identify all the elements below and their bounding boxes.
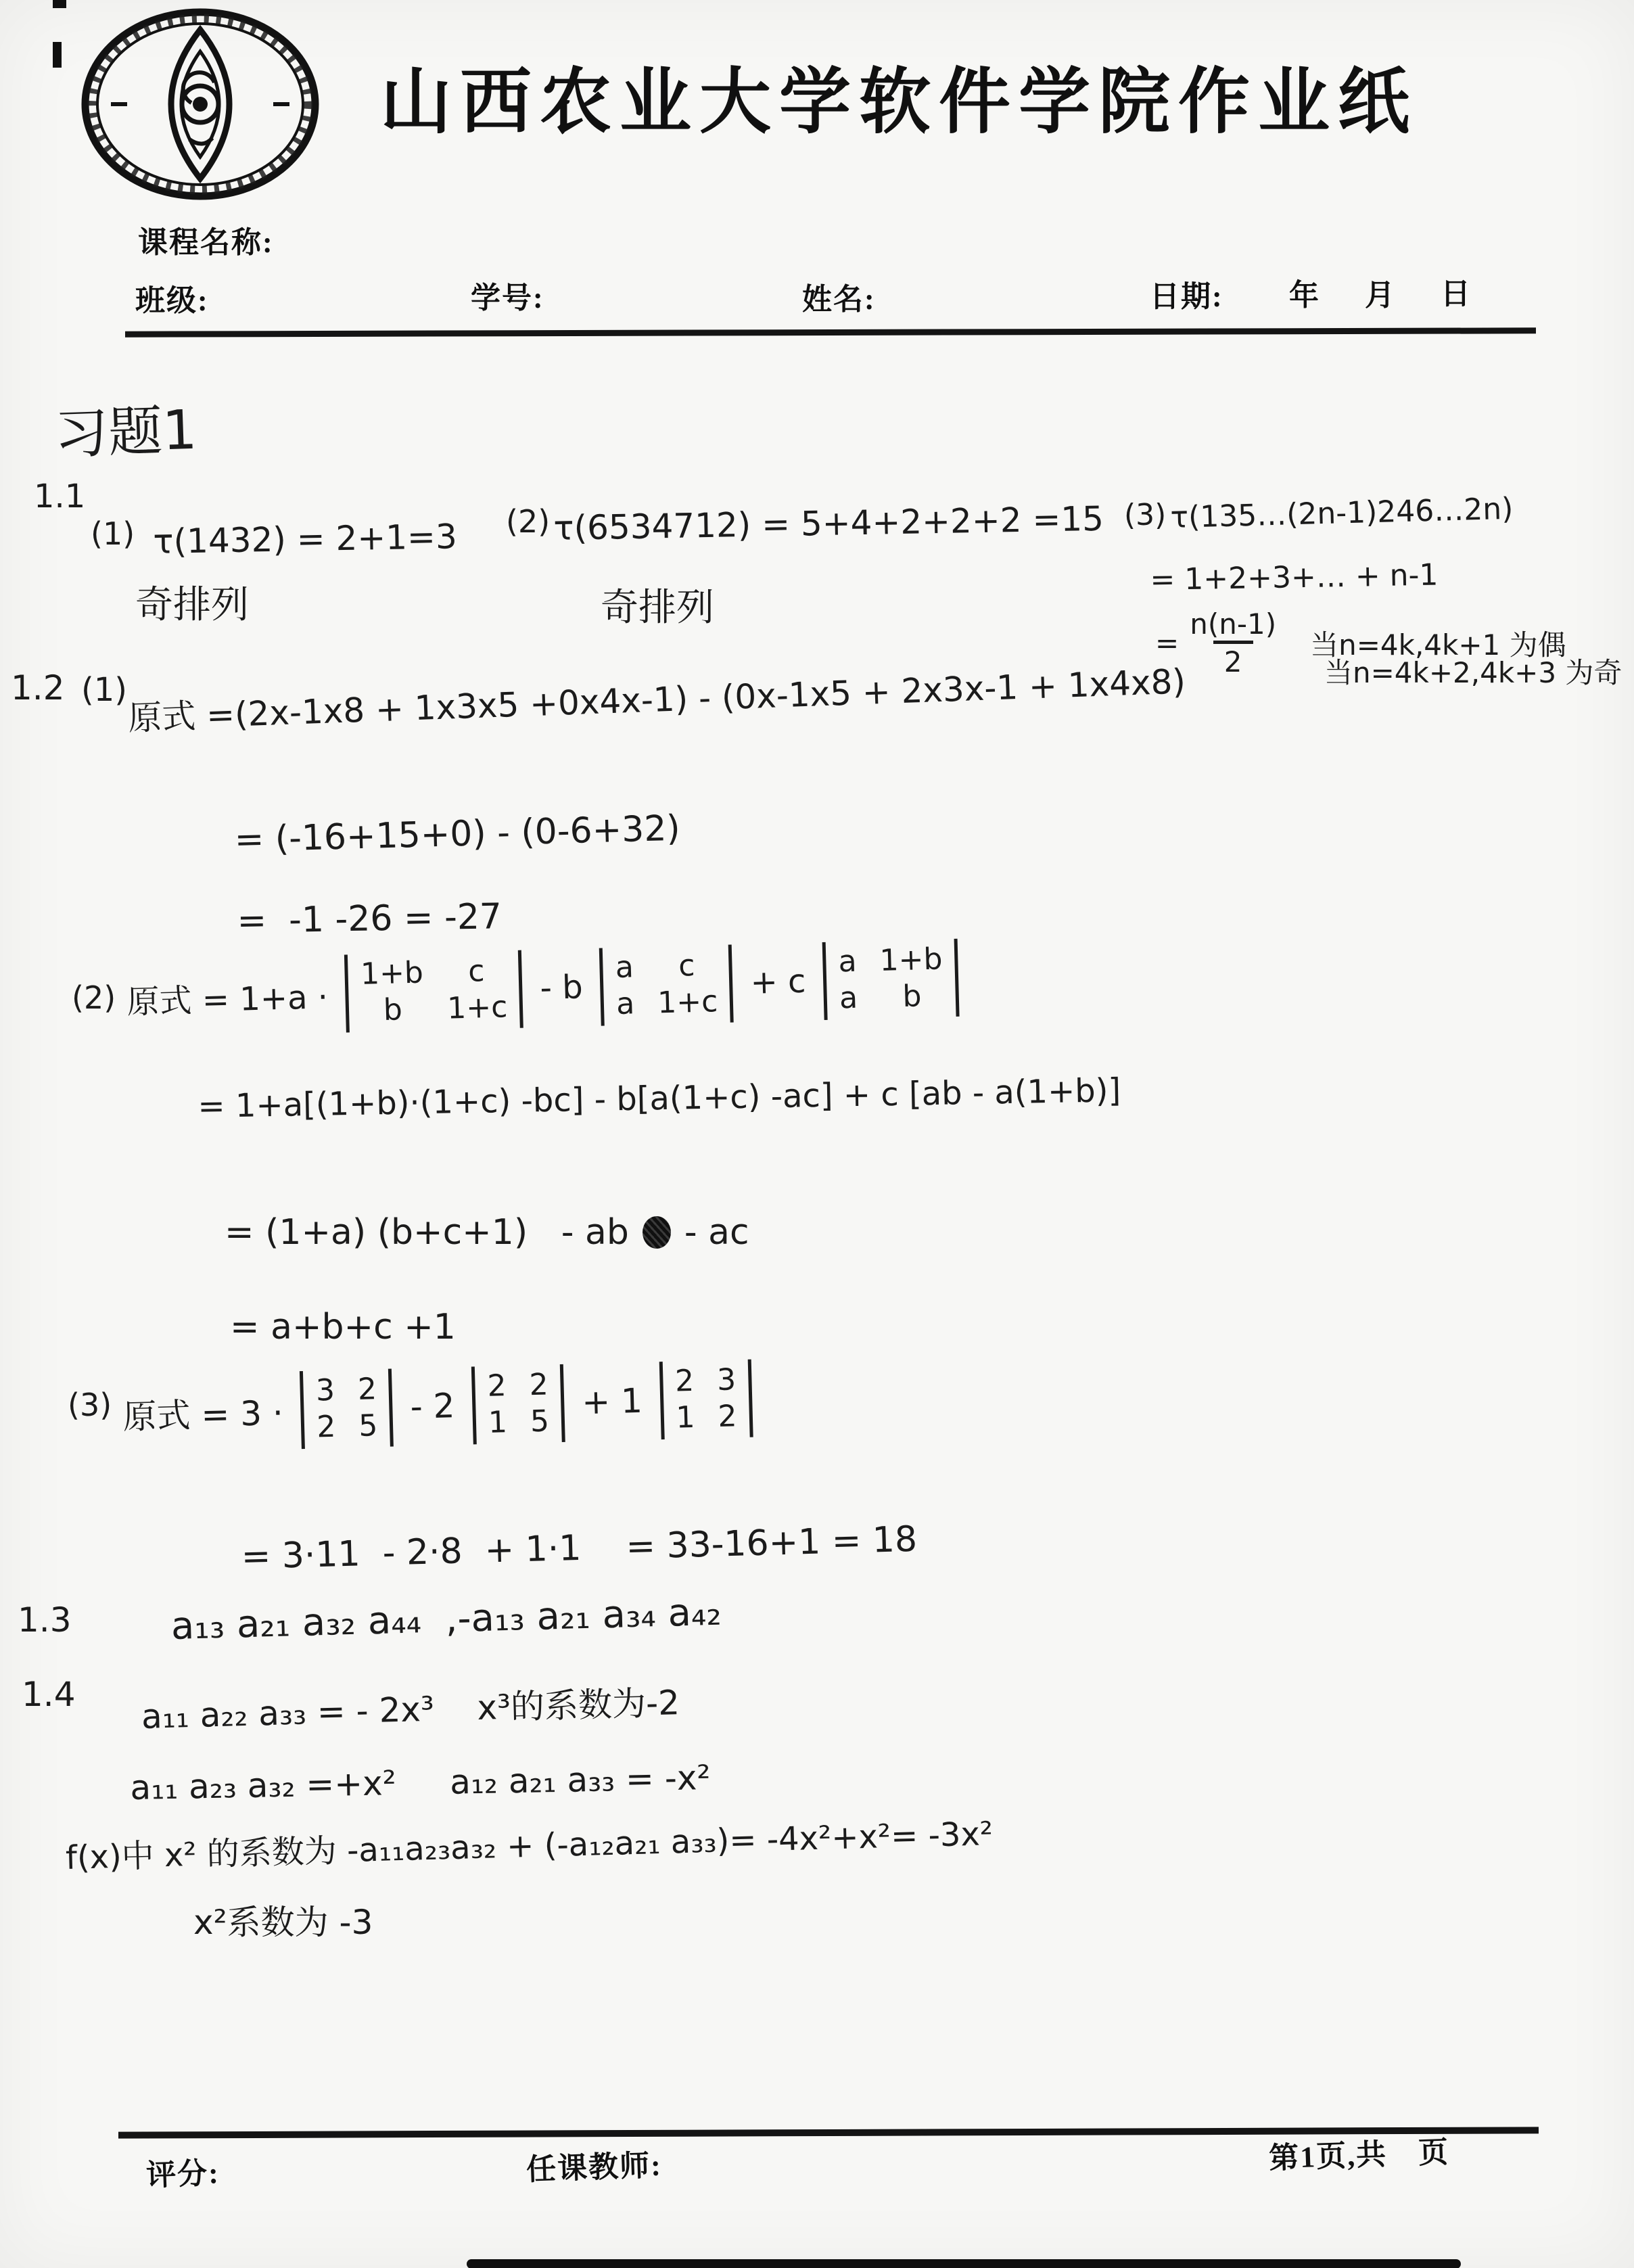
det-cell: b [383, 992, 403, 1028]
problem-1-2-number: 1.2 [11, 668, 65, 708]
problem-1-4-number: 1.4 [22, 1675, 76, 1714]
page-info: 第1页,共 页 [1268, 2135, 1450, 2175]
determinant-2x2 [659, 1360, 753, 1439]
p11-part3-note1: 当n=4k,4k+1 为偶 [1310, 628, 1566, 662]
det-cell: a [839, 981, 858, 1016]
seal-graphic [76, 7, 325, 202]
det-cell: 3 [716, 1362, 737, 1397]
p12-part3-line2: = 3·11 - 2·8 + 1·1 = 33-16+1 = 18 [241, 1519, 918, 1577]
fraction-denominator: 2 [1213, 641, 1253, 678]
problem-1-3-number: 1.3 [18, 1600, 72, 1640]
p12-part1-line2: = (-16+15+0) - (0-6+32) [234, 808, 681, 860]
det-cell: a [615, 986, 635, 1022]
det-cell: 2 [316, 1410, 337, 1445]
p11-part2-label: (2) [506, 503, 551, 540]
p12-part2-line3 [225, 1212, 749, 1253]
p12-part2-mid1: - b [539, 968, 584, 1008]
course-name-label: 课程名称: [138, 226, 274, 259]
p14-line4: x²系数为 -3 [193, 1903, 373, 1942]
det-cell: 2 [674, 1363, 695, 1399]
year-label: 年 [1289, 279, 1320, 312]
header-divider-rule [125, 327, 1536, 337]
det-cell: a [615, 950, 634, 986]
student-id-label: 学号: [471, 281, 544, 315]
problem-1-1-number: 1.1 [34, 478, 86, 515]
equals-sign: = [1155, 626, 1180, 659]
scribbled-out-mark [643, 1216, 671, 1249]
p14-line1: a₁₁ a₂₂ a₃₃ = - 2x³ x³的系数为-2 [141, 1683, 680, 1736]
det-cell: 3 [315, 1372, 335, 1408]
det-cell: 1+b [879, 942, 943, 978]
fraction-numerator: n(n-1) [1190, 607, 1277, 641]
det-cell: b [902, 979, 923, 1015]
scan-artifact-bottom-bar [467, 2259, 1461, 2268]
p12-part3-mid2: + 1 [581, 1381, 643, 1422]
p12-part2-line3b: - ac [684, 1212, 749, 1253]
day-label: 日 [1441, 277, 1472, 310]
teacher-label: 任课教师: [526, 2148, 663, 2187]
scan-artifact [53, 42, 62, 68]
p12-part1-line1: 原式 =(2x-1x8 + 1x3x5 +0x4x-1) - (0x-1x5 + 2x3x-1 + 1x4x8) [127, 662, 1186, 738]
determinant-2x2 [471, 1364, 565, 1444]
p12-part3-label: (3) [68, 1387, 112, 1423]
determinant-2x2 [344, 950, 523, 1033]
p11-part2-note: 奇排列 [601, 586, 714, 630]
det-cell: c [467, 954, 486, 989]
class-label: 班级: [135, 284, 209, 317]
det-cell: 5 [358, 1408, 379, 1444]
det-cell: 1 [675, 1400, 696, 1435]
scan-artifact [53, 0, 66, 8]
page-title: 山西农业大学软件学院作业纸 [380, 63, 1418, 142]
p11-part1-label: (1) [91, 515, 135, 552]
p11-part1-note: 奇排列 [135, 583, 249, 627]
p11-part3-note2: 当n=4k+2,4k+3 为奇 [1324, 656, 1623, 689]
p14-line3: f(x)中 x² 的系数为 -a₁₁a₂₃a₃₂ + (-a₁₂a₂₁ a₃₃)= -4x²+x²= -3x² [65, 1815, 994, 1877]
p11-part3-label: (3) [1124, 498, 1167, 532]
university-seal-logo [76, 7, 325, 204]
p12-part3-pre: 原式 = 3 · [122, 1393, 284, 1437]
p12-part2-line1 [126, 939, 960, 1038]
date-label: 日期: [1150, 280, 1223, 313]
p13-formula: a₁₃ a₂₁ a₃₂ a₄₄ ,-a₁₃ a₂₁ a₃₄ a₄₂ [170, 1590, 722, 1648]
p12-part2-line3a: = (1+a) (b+c+1) - ab [225, 1212, 629, 1253]
p11-part1-formula: τ(1432) = 2+1=3 [153, 517, 458, 561]
p12-part3-mid1: - 2 [409, 1386, 456, 1427]
p12-part2-label: (2) [72, 979, 116, 1016]
exercise-title: 习题1 [53, 398, 198, 466]
p12-part1-line3: = -1 -26 = -27 [237, 896, 503, 942]
fraction-n-n-minus-1-over-2 [1190, 607, 1276, 678]
determinant-2x2 [599, 945, 734, 1026]
p12-part2-mid2: + c [749, 963, 807, 1002]
p11-part3-line1: τ(135…(2n-1)246…2n) [1170, 491, 1514, 535]
p14-line2: a₁₁ a₂₃ a₃₂ =+x² a₁₂ a₂₁ a₃₃ = -x² [130, 1758, 711, 1807]
score-label: 评分: [145, 2156, 220, 2192]
p12-part3-line1 [122, 1360, 753, 1454]
p12-part2-line4: = a+b+c +1 [230, 1307, 456, 1347]
p12-part2-line2: = 1+a[(1+b)·(1+c) -bc] - b[a(1+c) -ac] + c [ab - a(1+b)] [197, 1071, 1121, 1126]
determinant-2x2 [300, 1369, 394, 1449]
det-cell: a [837, 944, 858, 979]
det-cell: 2 [486, 1368, 507, 1404]
det-cell: 5 [530, 1404, 550, 1439]
p12-part2-pre: 原式 = 1+a · [126, 978, 329, 1021]
det-cell: 2 [717, 1399, 738, 1435]
det-cell: 1+c [446, 990, 508, 1026]
p11-part3-line2: = 1+2+3+… + n-1 [1150, 557, 1439, 597]
det-cell: c [678, 948, 696, 983]
month-label: 月 [1365, 279, 1396, 312]
name-label: 姓名: [802, 283, 876, 316]
det-cell: 1 [488, 1405, 508, 1441]
det-cell: 1+c [657, 984, 718, 1021]
determinant-2x2 [822, 939, 960, 1020]
det-cell: 1+b [360, 955, 424, 992]
det-cell: 2 [528, 1367, 549, 1403]
p12-part1-label: (1) [81, 671, 127, 709]
det-cell: 2 [357, 1372, 377, 1407]
p11-part2-formula: τ(6534712) = 5+4+2+2+2 =15 [553, 499, 1104, 548]
